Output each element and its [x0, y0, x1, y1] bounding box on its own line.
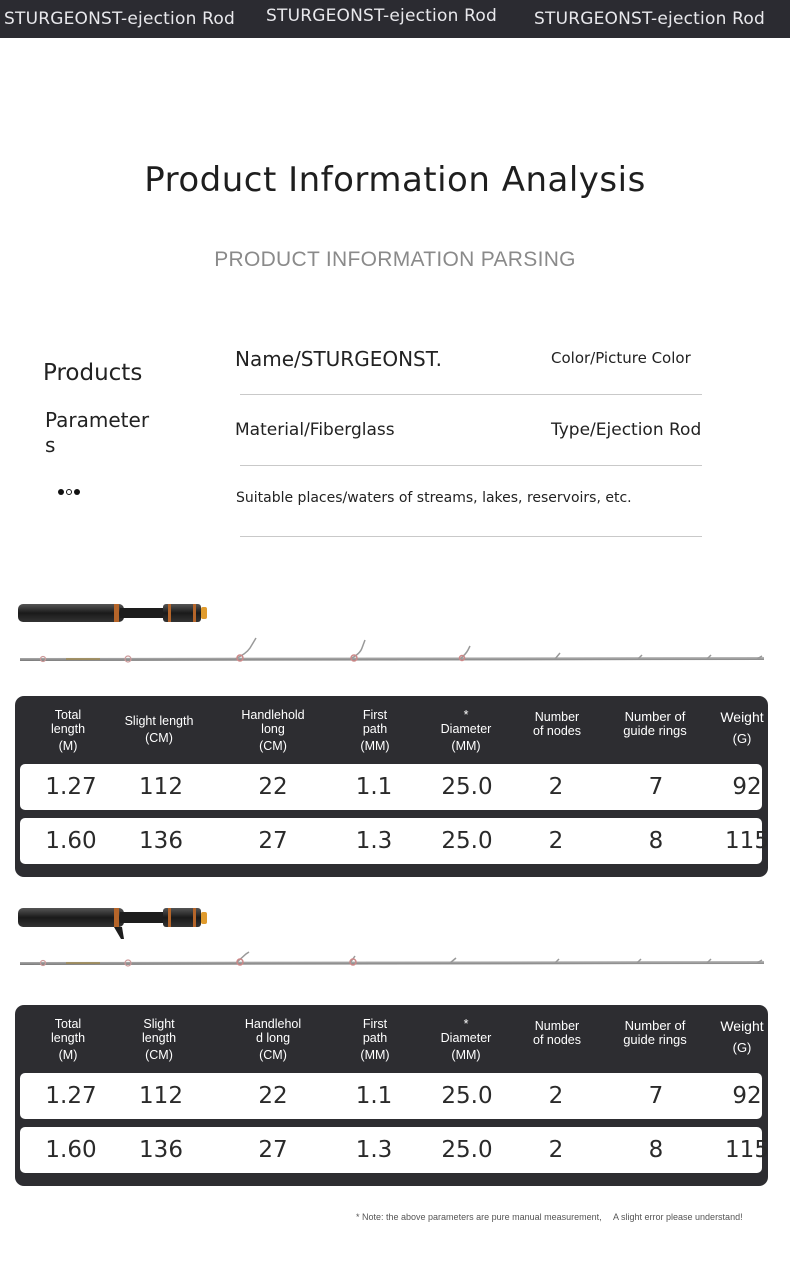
- cell-number-of-nodes: 2: [548, 1137, 564, 1163]
- cell-weight: 92: [732, 1083, 762, 1109]
- header-number-of-guide-rings: Number of guide rings: [623, 1018, 687, 1047]
- cell-number-of-guide-rings: 8: [648, 828, 664, 854]
- header-handlehold-length: Handlehold long (CM): [241, 708, 305, 753]
- spec-table-1: [15, 696, 768, 877]
- page-subtitle: PRODUCT INFORMATION PARSING: [214, 248, 576, 271]
- footnote: * Note: the above parameters are pure manual measurement,: [356, 1212, 602, 1222]
- page-title: Product Information Analysis: [144, 160, 646, 200]
- section-label-products: Products: [43, 360, 143, 386]
- cell-number-of-nodes: 2: [548, 774, 564, 800]
- table-row: [20, 1073, 762, 1119]
- header-number-of-guide-rings: Number of guide rings: [623, 709, 687, 738]
- section-label-parameters: Parameters: [45, 408, 150, 457]
- header-handlehold-length: Handlehol d long (CM): [244, 1017, 302, 1062]
- cell-diameter: 25.0: [441, 1137, 493, 1163]
- cell-total-length: 1.60: [45, 828, 97, 854]
- header-first-path: First path (MM): [360, 708, 390, 753]
- header-first-path: First path (MM): [360, 1017, 390, 1062]
- cell-slight-length: 112: [139, 1083, 183, 1109]
- cell-slight-length: 112: [139, 774, 183, 800]
- banner-text: STURGEONST-ejection Rod: [4, 9, 235, 29]
- header-total-length: Total length (M): [50, 1017, 86, 1062]
- spec-table-2: [15, 1005, 768, 1186]
- table-row: [20, 1127, 769, 1173]
- divider: [240, 536, 702, 537]
- header-number-of-nodes: Number of nodes: [533, 710, 581, 738]
- cell-number-of-nodes: 2: [548, 828, 564, 854]
- divider: [240, 465, 702, 466]
- cell-number-of-nodes: 2: [548, 1083, 564, 1109]
- info-name: Name/STURGEONST.: [235, 347, 442, 371]
- header-slight-length: Slight length (CM): [141, 1017, 177, 1062]
- header-weight: Weight (G): [720, 709, 764, 746]
- header-total-length: Total length (M): [50, 708, 86, 753]
- header-diameter: * Diameter (MM): [440, 1017, 492, 1062]
- cell-handlehold-length: 27: [258, 1137, 288, 1163]
- cell-weight: 115: [725, 828, 769, 854]
- cell-handlehold-length: 22: [258, 774, 288, 800]
- cell-total-length: 1.27: [45, 1083, 97, 1109]
- cell-handlehold-length: 27: [258, 828, 288, 854]
- table-row: [20, 818, 769, 864]
- table-row: [20, 764, 762, 810]
- banner-text: STURGEONST-ejection Rod: [534, 9, 765, 29]
- cell-handlehold-length: 22: [258, 1083, 288, 1109]
- cell-first-path: 1.1: [355, 1083, 393, 1109]
- info-places: Suitable places/waters of streams, lakes, reservoirs, etc.: [236, 490, 632, 506]
- header-slight-length: Slight length (CM): [124, 714, 194, 745]
- cell-total-length: 1.27: [45, 774, 97, 800]
- cell-diameter: 25.0: [441, 1083, 493, 1109]
- header-number-of-nodes: Number of nodes: [533, 1019, 581, 1047]
- cell-number-of-guide-rings: 7: [648, 774, 664, 800]
- header-diameter: * Diameter (MM): [440, 708, 492, 753]
- cell-diameter: 25.0: [441, 828, 493, 854]
- rod-image-casting: [0, 902, 790, 972]
- cell-first-path: 1.3: [355, 828, 393, 854]
- info-color: Color/Picture Color: [551, 349, 691, 367]
- cell-diameter: 25.0: [441, 774, 493, 800]
- cell-first-path: 1.1: [355, 774, 393, 800]
- cell-weight: 115: [725, 1137, 769, 1163]
- cell-first-path: 1.3: [355, 1137, 393, 1163]
- cell-slight-length: 136: [139, 1137, 183, 1163]
- cell-number-of-guide-rings: 7: [648, 1083, 664, 1109]
- rod-image-spinning: [0, 598, 790, 668]
- cell-total-length: 1.60: [45, 1137, 97, 1163]
- info-material: Material/Fiberglass: [235, 420, 395, 440]
- cell-number-of-guide-rings: 8: [648, 1137, 664, 1163]
- footnote-apology: A slight error please understand!: [613, 1212, 743, 1222]
- dots-decoration: [58, 483, 82, 501]
- cell-weight: 92: [732, 774, 762, 800]
- top-banner: [0, 0, 790, 38]
- info-type: Type/Ejection Rod: [551, 420, 702, 440]
- cell-slight-length: 136: [139, 828, 183, 854]
- banner-text: STURGEONST-ejection Rod: [266, 6, 497, 26]
- divider: [240, 394, 702, 395]
- header-weight: Weight (G): [720, 1018, 764, 1055]
